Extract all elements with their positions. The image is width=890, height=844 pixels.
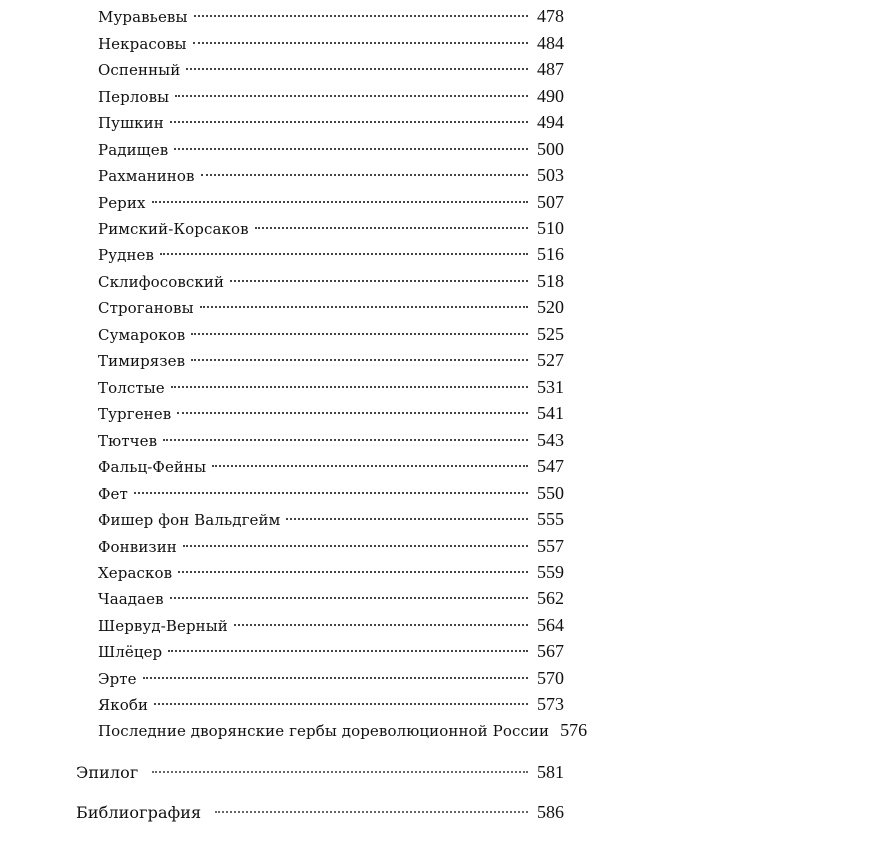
leader-dots: [193, 42, 528, 44]
toc-entry-page: 527: [537, 350, 564, 370]
toc-entry-title: Руднев: [98, 246, 155, 264]
leader-dots: [201, 174, 528, 176]
leader-dots: [143, 677, 528, 679]
toc-entry-title: Фальц-Фейны: [98, 458, 207, 476]
toc-entry-page: 520: [537, 297, 564, 317]
toc-entry-page: 559: [537, 562, 564, 582]
toc-entry-title: Склифосовский: [98, 273, 225, 291]
toc-entry: [98, 719, 588, 741]
leader-dots: [183, 545, 528, 547]
toc-entry-page: 503: [537, 165, 564, 185]
toc-entry-page: 555: [537, 509, 564, 529]
toc-entry: [98, 243, 564, 265]
toc-entry-page: 510: [537, 218, 564, 238]
toc-entry-page: 567: [537, 641, 564, 661]
toc-entry-page: 500: [537, 139, 564, 159]
toc-section-title: Эпилог: [76, 763, 139, 782]
toc-section-page: 581: [537, 762, 564, 782]
toc-entry-title: Фет: [98, 485, 128, 503]
toc-entry-page: 516: [537, 244, 564, 264]
toc-entry-title: Чаадаев: [98, 590, 164, 608]
toc-entry-page: 507: [537, 192, 564, 212]
toc-entry-title: Тургенев: [98, 405, 172, 423]
toc-entry: [98, 535, 564, 557]
leader-dots: [170, 121, 528, 123]
toc-entry-title: Шервуд-Верный: [98, 617, 228, 635]
leader-dots: [286, 518, 528, 520]
toc-entry: [98, 323, 564, 345]
toc-entry-title: Рерих: [98, 194, 146, 212]
toc-entry-title: Радищев: [98, 141, 169, 159]
toc-entry-page: 564: [537, 615, 564, 635]
leader-dots: [230, 280, 528, 282]
toc-entry-page: 550: [537, 483, 564, 503]
toc-entry-title: Перловы: [98, 88, 170, 106]
toc-entry: [98, 402, 564, 424]
toc-entry-page: 547: [537, 456, 564, 476]
toc-entry: [98, 85, 564, 107]
toc-entry-title: Оспенный: [98, 61, 181, 79]
leader-dots: [152, 771, 528, 773]
toc-entry-title: Строгановы: [98, 299, 194, 317]
leader-dots: [175, 95, 528, 97]
toc-entry-title: Некрасовы: [98, 35, 187, 53]
toc-entry: [98, 482, 564, 504]
toc-entry: [98, 640, 564, 662]
toc-entry: [98, 32, 564, 54]
toc-entry-page: 570: [537, 668, 564, 688]
toc-entry-title: Сумароков: [98, 326, 186, 344]
toc-entry: [98, 693, 564, 715]
toc-entry-title: Тимирязев: [98, 352, 186, 370]
toc-entry: [98, 349, 564, 371]
leader-dots: [200, 306, 528, 308]
leader-dots: [178, 571, 528, 573]
leader-dots: [171, 386, 528, 388]
leader-dots: [212, 465, 528, 467]
leader-dots: [160, 253, 528, 255]
toc-entry-page: 531: [537, 377, 564, 397]
toc-section-title: Библиография: [76, 803, 202, 822]
toc-entry: [98, 429, 564, 451]
toc-entry-title: Шлёцер: [98, 643, 163, 661]
toc-entry-title: Фонвизин: [98, 538, 177, 556]
toc-entry-title: Римский-Корсаков: [98, 220, 249, 238]
leader-dots: [174, 148, 528, 150]
toc-entry: [98, 217, 564, 239]
toc-entry-title: Фишер фон Вальдгейм: [98, 511, 281, 529]
toc-entry: [98, 191, 564, 213]
toc-entry: [98, 455, 564, 477]
toc-entry: [98, 587, 564, 609]
toc-entry: [98, 111, 564, 133]
toc-entry: [98, 164, 564, 186]
toc-entry-page: 562: [537, 588, 564, 608]
toc-entry-page: 484: [537, 33, 564, 53]
toc-entry-title: Херасков: [98, 564, 173, 582]
toc-entry: [98, 5, 564, 27]
leader-dots: [163, 439, 528, 441]
toc-entry-page: 525: [537, 324, 564, 344]
toc-section: [76, 801, 564, 823]
toc-entry: [98, 614, 564, 636]
toc-entry: [98, 667, 564, 689]
leader-dots: [168, 650, 528, 652]
toc-entry-page: 573: [537, 694, 564, 714]
leader-dots: [154, 703, 528, 705]
leader-dots: [170, 597, 528, 599]
toc-entry-title: Якоби: [98, 696, 149, 714]
leader-dots: [215, 811, 528, 813]
toc-entry-title: Муравьевы: [98, 8, 188, 26]
toc-entry-title: Последние дворянские гербы дореволюционной России: [98, 722, 550, 740]
toc-entry-title: Тютчев: [98, 432, 158, 450]
toc-entry: [98, 58, 564, 80]
toc-entry-page: 557: [537, 536, 564, 556]
toc-entry-page: 576: [560, 720, 588, 740]
leader-dots: [134, 492, 528, 494]
leader-dots: [191, 359, 528, 361]
toc-entry-page: 543: [537, 430, 564, 450]
toc-entry: [98, 376, 564, 398]
leader-dots: [177, 412, 528, 414]
leader-dots: [234, 624, 528, 626]
toc-entry-title: Пушкин: [98, 114, 164, 132]
toc-section-page: 586: [537, 802, 564, 822]
toc-entry-page: 541: [537, 403, 564, 423]
leader-dots: [186, 68, 528, 70]
toc-entry-page: 490: [537, 86, 564, 106]
toc-entry: [98, 138, 564, 160]
leader-dots: [152, 201, 528, 203]
toc-entry: [98, 508, 564, 530]
leader-dots: [255, 227, 528, 229]
toc-entry: [98, 561, 564, 583]
toc-entry: [98, 296, 564, 318]
leader-dots: [191, 333, 528, 335]
toc-entry-page: 487: [537, 59, 564, 79]
leader-dots: [194, 15, 528, 17]
toc-entry-page: 494: [537, 112, 564, 132]
toc-entry-title: Рахманинов: [98, 167, 195, 185]
toc-entry-page: 478: [537, 6, 564, 26]
toc-entry: [98, 270, 564, 292]
toc-section: [76, 761, 564, 783]
toc-entry-title: Эрте: [98, 670, 137, 688]
toc-entry-title: Толстые: [98, 379, 165, 397]
toc-entry-page: 518: [537, 271, 564, 291]
